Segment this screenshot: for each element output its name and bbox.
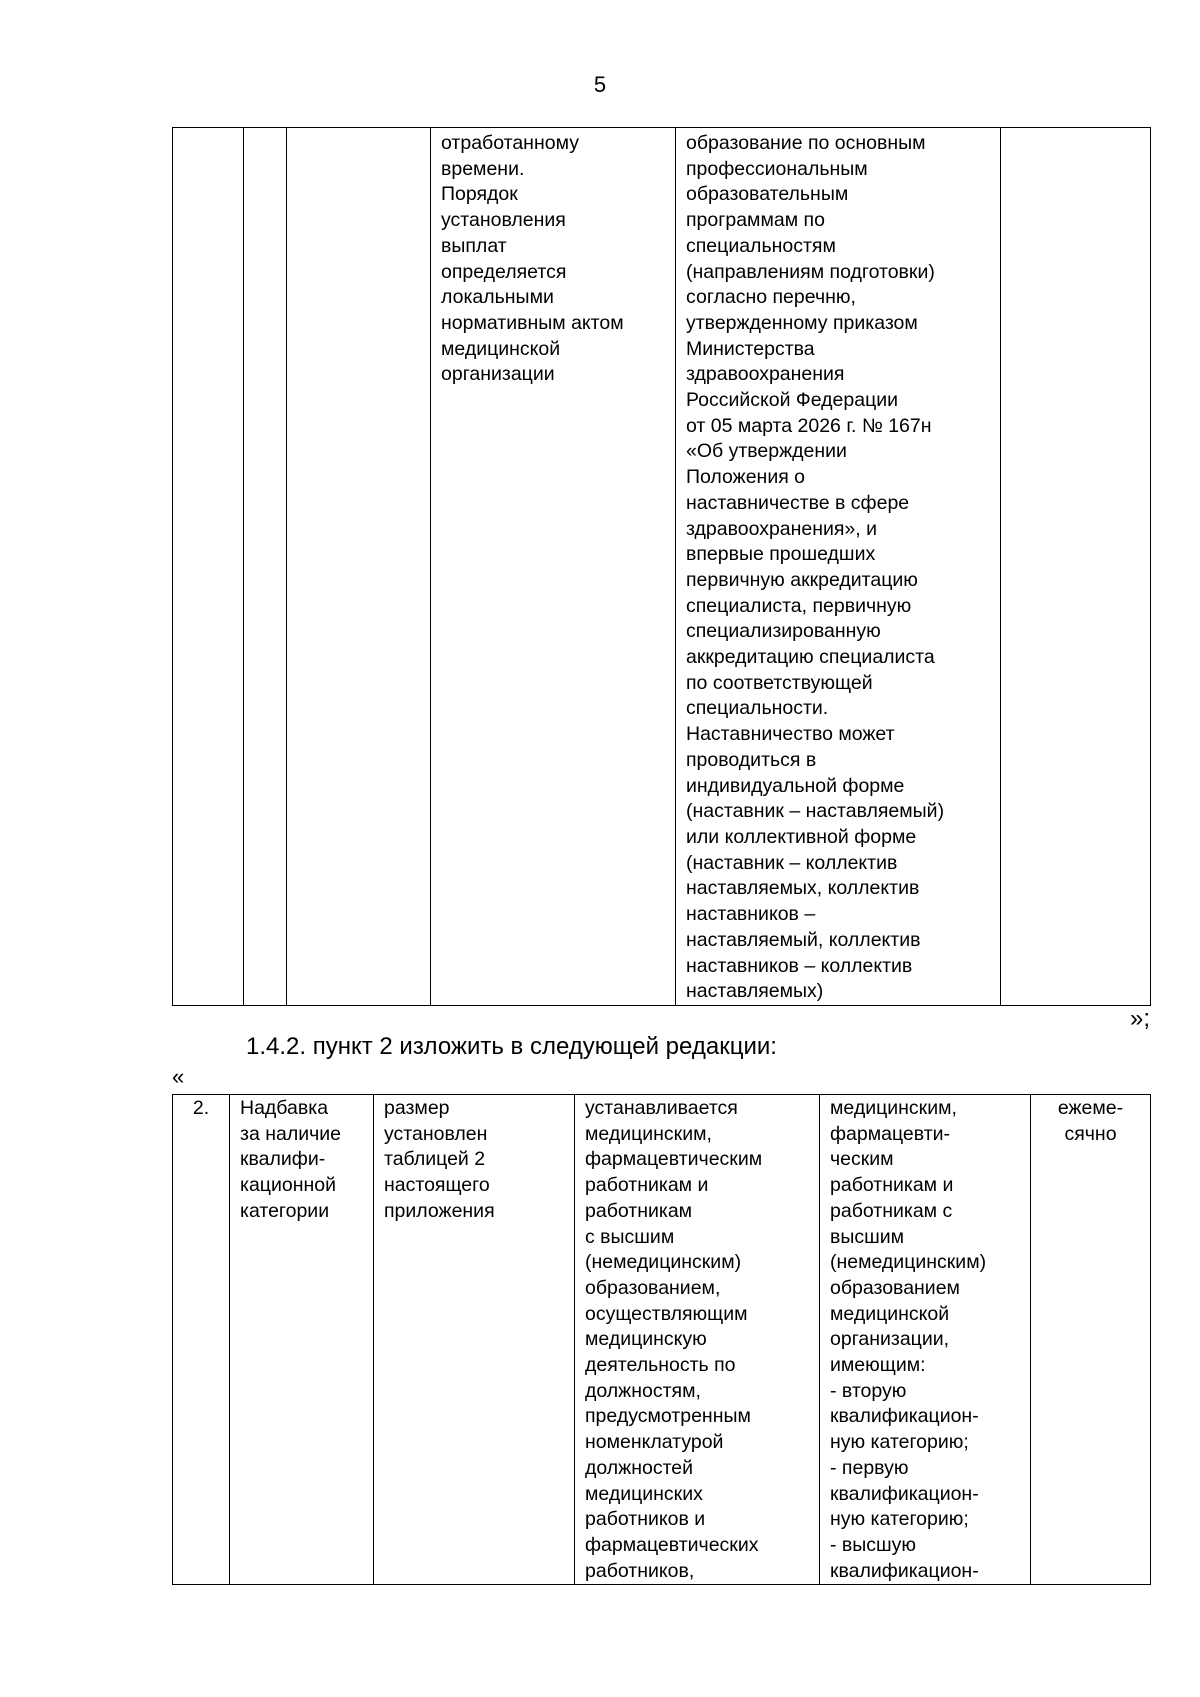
page-number: 5: [593, 72, 607, 97]
table-cell: [575, 1095, 820, 1585]
item-number: 2.: [192, 1097, 210, 1119]
recipients-text: устанавливается медицинским, фармацевтическим работникам и работникам с высшим (немедицинским) образованием, осуществляющим медицинскую деятельность по должностям, предусмотренным номенклатурой должностей медицинских работников и фармацевтических работников,: [585, 1097, 763, 1582]
table-cell: [431, 128, 676, 1006]
table-cell: [173, 1095, 230, 1585]
payment-procedure-text: отработанному времени. Порядок установления выплат определяется локальными нормативным актом медицинской организации: [441, 132, 624, 386]
table-cell: [287, 128, 431, 1006]
table-cell: [820, 1095, 1031, 1585]
table-cell: [244, 128, 287, 1006]
table-cell: [676, 128, 1001, 1006]
allowance-name: Надбавка за наличие квалифи- кационной категории: [240, 1097, 341, 1222]
table-cell: [1031, 1095, 1151, 1585]
table-cell: [1001, 128, 1151, 1006]
continuation-table: [172, 127, 1151, 1006]
closing-quote: »;: [1129, 1005, 1150, 1032]
opening-quote: «: [172, 1064, 185, 1089]
table-cell: [374, 1095, 575, 1585]
table-cell: [230, 1095, 374, 1585]
mentorship-conditions-text: образование по основным профессиональным образовательным программам по специальностям (направлениям подготовки) согласно перечню, утвержденному приказом Министерства здравоохранения Российской Федерации от 05 марта 2026 г. № 167н «Об утверждении Положения о наставничестве в сфере здравоохранения», и впервые прошедших первичную аккредитацию специалиста, первичную специализированную аккредитацию специалиста по соответствующей специальности. Наставничество может проводиться в индивидуальной форме (наставник – наставляемый) или коллективной форме (наставник – коллектив наставляемых, коллектив наставников – наставляемый, коллектив наставников – коллектив наставляемых): [686, 132, 945, 1003]
payment-frequency: ежеме- сячно: [1057, 1097, 1124, 1145]
eligibility-text: медицинским, фармацевти- ческим работникам и работникам с высшим (немедицинским) образованием медицинской организации, имеющим: - вторую квалификацион- ную категорию; - первую квалификацион- ную категорию; - высшую квалификацион-: [830, 1097, 987, 1582]
allowance-amount: размер установлен таблицей 2 настоящего приложения: [384, 1097, 495, 1222]
table-row: [173, 1095, 1151, 1585]
amendment-line: 1.4.2. пункт 2 изложить в следующей редакции:: [246, 1033, 777, 1060]
table-cell: [173, 128, 244, 1006]
item-2-table: [172, 1094, 1151, 1585]
table-row: [173, 128, 1151, 1006]
